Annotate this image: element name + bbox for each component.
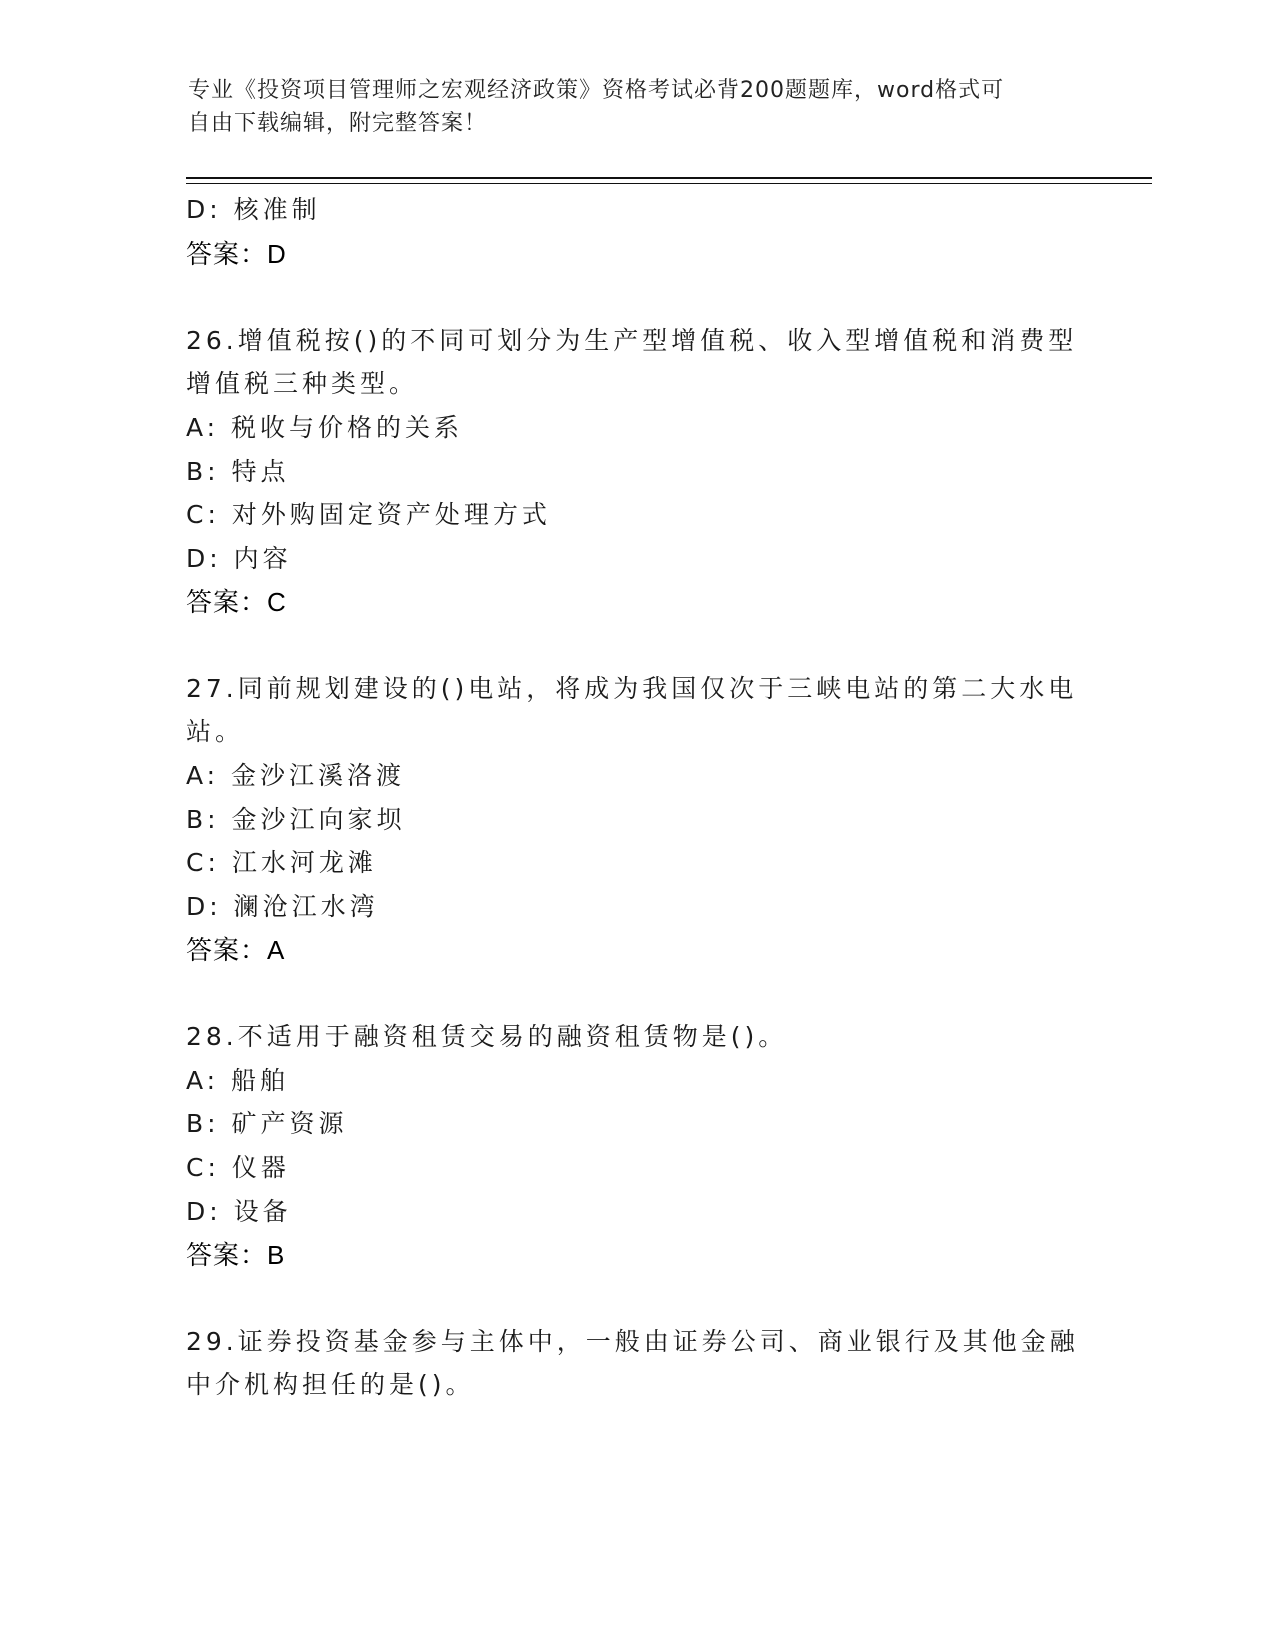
q27-option-d: D: 澜沧江水湾 <box>186 892 379 921</box>
header-rule-thick <box>186 177 1152 179</box>
q27-stem-line-2: 站。 <box>186 717 245 746</box>
prev-answer: 答案：D <box>186 239 287 269</box>
q28-option-b: B: 矿产资源 <box>186 1109 348 1138</box>
q29-stem-line-1: 29.证券投资基金参与主体中，一般由证券公司、商业银行及其他金融 <box>186 1327 1079 1356</box>
header-line-2: 自由下载编辑，附完整答案！ <box>188 111 488 136</box>
q26-option-d: D: 内容 <box>186 544 292 573</box>
q27-answer: 答案：A <box>186 935 286 965</box>
q26-option-b: B: 特点 <box>186 457 290 486</box>
header-rule-thin <box>186 183 1152 184</box>
q27-option-c: C: 江水河龙滩 <box>186 848 377 877</box>
q26-option-a: A: 税收与价格的关系 <box>186 413 464 442</box>
q27-option-a: A: 金沙江溪洛渡 <box>186 761 406 790</box>
q26-stem-line-2: 增值税三种类型。 <box>186 369 419 398</box>
q26-option-c: C: 对外购固定资产处理方式 <box>186 500 551 529</box>
q27-option-b: B: 金沙江向家坝 <box>186 805 406 834</box>
q27-stem-line-1: 27.同前规划建设的()电站，将成为我国仅次于三峡电站的第二大水电 <box>186 674 1078 703</box>
q29-stem-line-2: 中介机构担任的是()。 <box>186 1370 475 1399</box>
q28-option-a: A: 船舶 <box>186 1066 290 1095</box>
q28-answer: 答案：B <box>186 1240 286 1270</box>
q26-stem-line-1: 26.增值税按()的不同可划分为生产型增值税、收入型增值税和消费型 <box>186 326 1078 355</box>
q28-option-c: C: 仪器 <box>186 1153 290 1182</box>
document-header <box>188 74 1068 140</box>
q28-option-d: D: 设备 <box>186 1197 292 1226</box>
q28-stem-line-1: 28.不适用于融资租赁交易的融资租赁物是()。 <box>186 1022 788 1051</box>
q26-answer: 答案：C <box>186 587 287 617</box>
prev-option-d: D: 核准制 <box>186 195 321 224</box>
header-line-1: 专业《投资项目管理师之宏观经济政策》资格考试必背200题题库，word格式可 <box>188 78 1005 103</box>
